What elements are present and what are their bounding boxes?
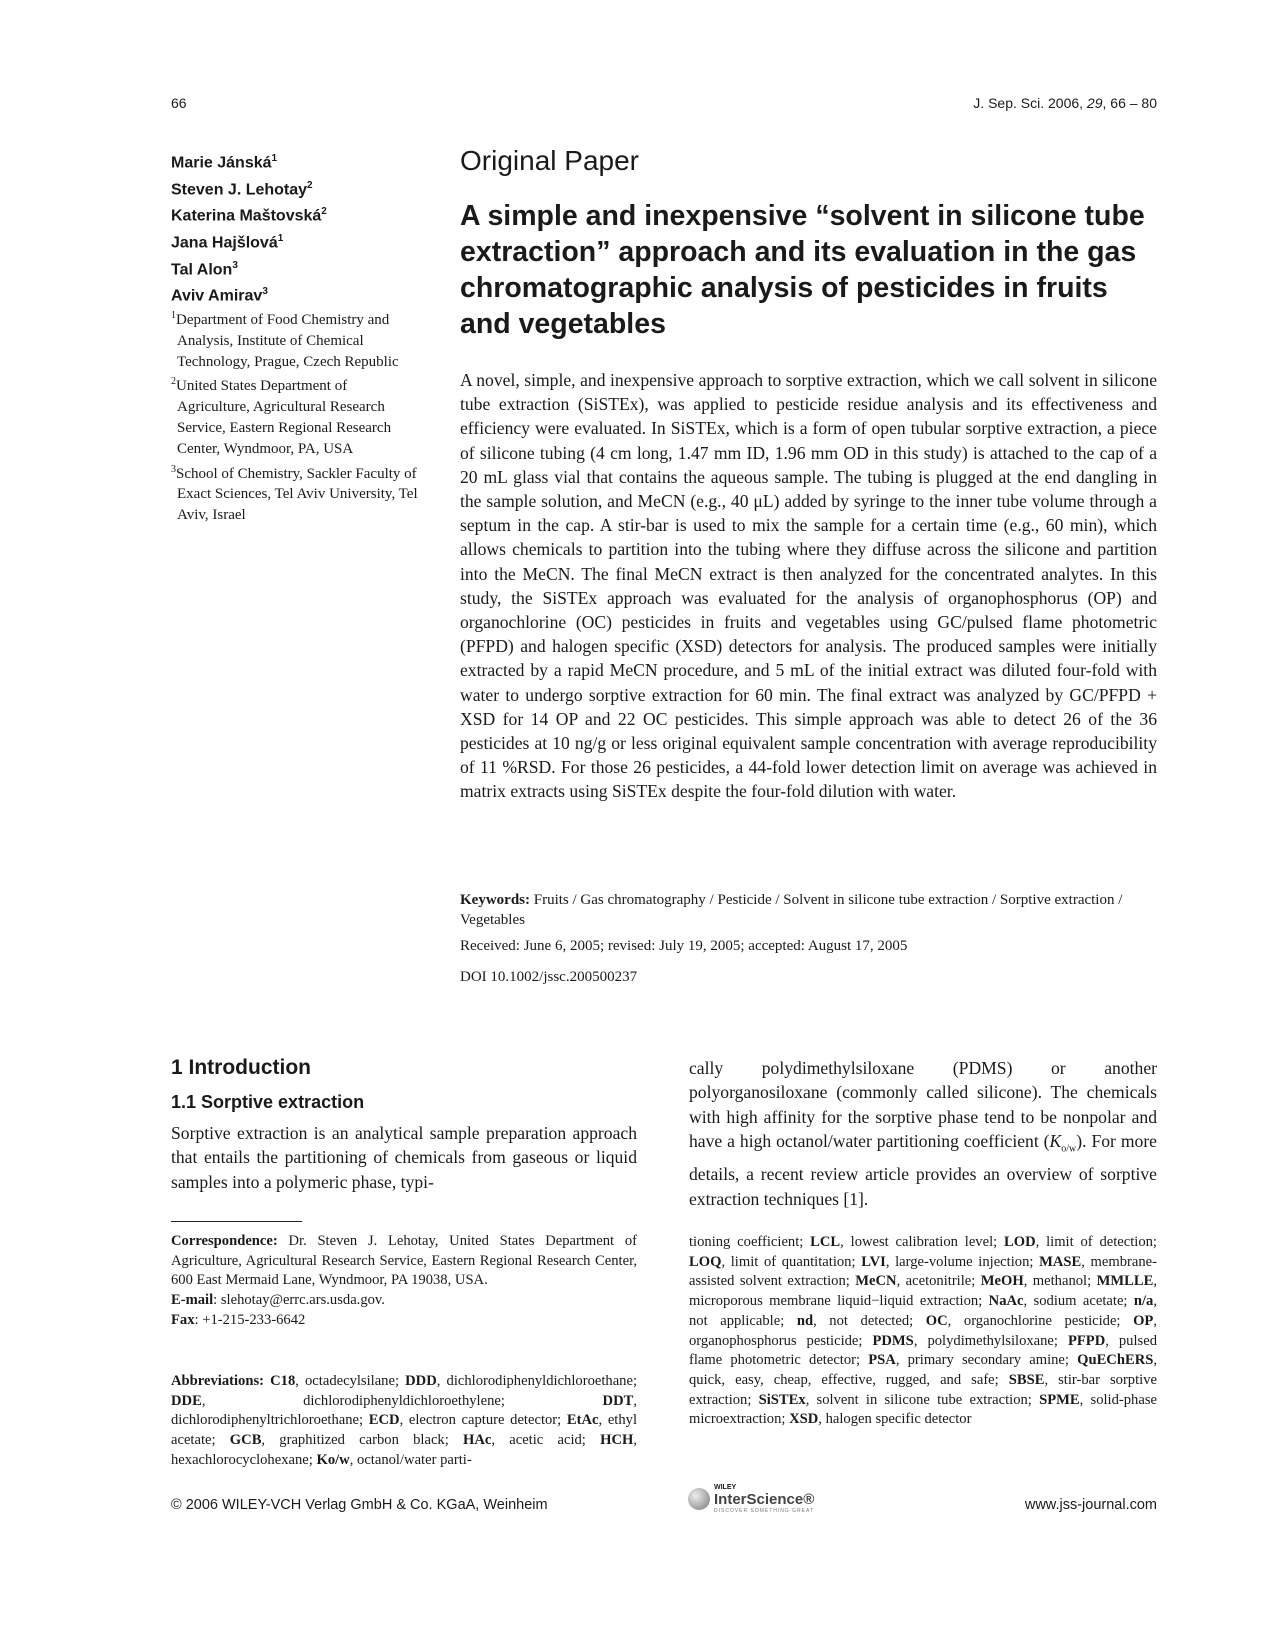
- affiliations: [171, 306, 421, 526]
- abbr-term: LVI: [861, 1253, 886, 1270]
- subsection-heading: 1.1 Sorptive extraction: [171, 1092, 365, 1112]
- abstract: A novel, simple, and inexpensive approach to sorptive extraction, which we call solvent in silicone tube extraction (SiSTEx), was applied to pesticide residue analysis and its effectiveness and efficiency were evaluated. In SiSTEx, which is a form of open tubular sorptive extraction, a piece of silicone tubing (4 cm long, 1.47 mm ID, 1.96 mm OD in this study) is attached to the cap of a 20 mL glass vial that contains the aqueous sample. The tubing is plugged at the end dangling in the sample solution, and MeCN (e.g., 40 μL) added by syringe to the inner tube volume through a septum in the cap. A stir-bar is used to mix the sample for a certain time (e.g., 60 min), which allows chemicals to partition into the tubing where they diffuse across the silicone and partition into the MeCN. The final MeCN extract is then analyzed for the concentrated analytes. In this study, the SiSTEx approach was evaluated for the analysis of organophosphorus (OP) and organochlorine (OC) pesticides in fruits and vegetables using GC/pulsed flame photometric (PFPD) and halogen specific (XSD) detectors for analysis. The produced samples were initially extracted by a rapid MeCN procedure, and 5 mL of the initial extract was diluted four-fold with water to undergo sorptive extraction for 60 min. The final extract was analyzed by GC/PFPD + XSD for 14 OP and 22 OC pesticides. This simple approach was able to detect 26 of the 36 pesticides at 10 ng/g or less original equivalent sample concentration with average reproducibility of 11 %RSD. For those 26 pesticides, a 44-fold lower detection limit on average was achieved in matrix extracts using SiSTEx despite the four-fold dilution with water.: [460, 370, 1157, 802]
- abbr-def: , primary secondary amine;: [895, 1352, 1078, 1369]
- k-subscript: o/w: [1061, 1143, 1077, 1155]
- abbr-def: , ethyl acetate;: [171, 1412, 637, 1449]
- abbr-def: , dichlorodiphenyldichloroethane;: [436, 1373, 638, 1389]
- affil-text: School of Chemistry, Sackler Faculty of Exact Sciences, Tel Aviv University, Tel Aviv, Israel: [176, 465, 418, 524]
- journal-url[interactable]: www.jss-journal.com: [1024, 1497, 1157, 1513]
- fax-label: Fax: [171, 1311, 195, 1328]
- abbr-term: LOQ: [689, 1253, 722, 1270]
- keywords: [460, 890, 1157, 930]
- abbr-term: MeOH: [980, 1273, 1024, 1290]
- abbr-def: , acetic acid;: [491, 1432, 601, 1449]
- page-number: 66: [171, 95, 187, 111]
- abbr-def: , dichlorodiphenyltrichloroethane;: [171, 1392, 637, 1429]
- abbr-term: XSD: [789, 1411, 819, 1428]
- author: [171, 148, 327, 175]
- abbr-term: MMLLE: [1096, 1273, 1154, 1290]
- abbr-term: Ko/w: [316, 1451, 350, 1468]
- abbr-def: , octanol/water parti-: [349, 1451, 472, 1468]
- abbr-term: SBSE: [1008, 1371, 1045, 1388]
- abbr-term: EtAc: [566, 1412, 599, 1429]
- author-name: Tal Alon: [171, 260, 233, 278]
- abbr-term: OP: [1133, 1312, 1154, 1329]
- abbr-term: MASE: [1039, 1253, 1082, 1270]
- abbr-def: , electron capture detector;: [399, 1412, 567, 1429]
- abbr-def: , microporous membrane liquid−liquid extraction;: [689, 1273, 1157, 1310]
- abbr-term: PFPD: [1067, 1332, 1106, 1349]
- abbr-def: , methanol;: [1023, 1273, 1097, 1290]
- abbr-def: , graphitized carbon black;: [261, 1432, 463, 1449]
- abbr-def: , organochlorine pesticide;: [947, 1312, 1134, 1329]
- author-affil-mark: 1: [271, 153, 278, 164]
- abbr-term: HCH: [600, 1432, 634, 1449]
- abbr-def: , sodium acetate;: [1023, 1293, 1134, 1310]
- keywords-label: Keywords:: [460, 892, 530, 908]
- abbr-def: , pulsed flame photometric detector;: [689, 1332, 1157, 1369]
- intro-text-right: [689, 1056, 1157, 1211]
- intro-text-left: Sorptive extraction is an analytical sample preparation approach that entails the partitioning of chemicals from gaseous or liquid samples into a polymeric phase, typi-: [171, 1123, 637, 1192]
- affil-mark: 2: [171, 376, 176, 388]
- copyright: © 2006 WILEY-VCH Verlag GmbH & Co. KGaA, Weinheim: [171, 1497, 548, 1513]
- intro-text: ). For more details, a recent review article provides an overview of sorptive extraction techniques [1].: [689, 1131, 1157, 1209]
- abbr-term: PDMS: [872, 1332, 914, 1349]
- author-name: Steven J. Lehotay: [171, 180, 308, 198]
- abbr-label: Abbreviations:: [171, 1373, 264, 1389]
- affiliation: [171, 460, 421, 526]
- abbr-term: MeCN: [855, 1273, 897, 1290]
- abbreviations-left: [171, 1372, 637, 1471]
- abbr-def: , hexachlorocyclohexane;: [171, 1432, 638, 1468]
- journal-citation: [973, 95, 1157, 111]
- abbr-term: nd: [796, 1312, 814, 1329]
- abbr-term: DDT: [602, 1392, 634, 1409]
- author-affil-mark: 3: [262, 286, 268, 298]
- footnote-rule: [171, 1221, 302, 1222]
- email[interactable]: : slehotay@errc.ars.usda.gov.: [213, 1292, 385, 1309]
- keywords-text: Fruits / Gas chromatography / Pesticide / Solvent in silicone tube extraction / Sorptive extraction / Vegetables: [460, 892, 1123, 928]
- abbr-def: , not applicable;: [689, 1293, 1157, 1329]
- abbr-term: SiSTEx: [758, 1391, 806, 1408]
- globe-icon: [688, 1488, 710, 1510]
- affiliation: [171, 306, 421, 372]
- paper-type: Original Paper: [460, 145, 639, 176]
- author-affil-mark: 2: [307, 179, 313, 191]
- abbr-continued: tioning coefficient;: [689, 1234, 811, 1250]
- logo-text: InterScience®: [714, 1491, 815, 1508]
- abbr-def: , organophosphorus pesticide;: [689, 1312, 1157, 1349]
- abbr-def: , solid-phase microextraction;: [689, 1391, 1157, 1428]
- abbr-def: , solvent in silicone tube extraction;: [805, 1391, 1040, 1408]
- affil-mark: 1: [171, 310, 176, 321]
- abbr-term: LOD: [1004, 1234, 1036, 1250]
- abbr-term: NaAc: [988, 1293, 1024, 1310]
- abbr-def: , not detected;: [813, 1312, 926, 1329]
- affil-text: United States Department of Agriculture, Agricultural Research Service, Eastern Regional Research Center, Wyndmoor, PA, USA: [176, 378, 392, 457]
- author-list: [171, 148, 327, 308]
- author-name: Katerina Maštovská: [171, 207, 322, 225]
- abbr-term: PSA: [868, 1352, 896, 1369]
- paper-title: A simple and inexpensive “solvent in silicone tube extraction” approach and its evaluation in the gas chromatographic analysis of pesticides in fruits and vegetables: [460, 200, 1145, 340]
- author-name: Aviv Amirav: [171, 287, 263, 305]
- intro-text: cally polydimethylsiloxane (PDMS) or another polyorganosiloxane (commonly called silicone). The chemicals with high affinity for the sorptive phase tend to be nonpolar and have a high octanol/water partitioning coefficient (: [689, 1058, 1157, 1152]
- affil-text: Department of Food Chemistry and Analysis, Institute of Chemical Technology, Prague, Czech Republic: [176, 312, 399, 370]
- abbr-term: n/a: [1133, 1293, 1154, 1310]
- abbr-def: , polydimethylsiloxane;: [913, 1332, 1068, 1349]
- abbr-term: GCB: [229, 1432, 262, 1449]
- author-name: Jana Hajšlová: [171, 234, 278, 252]
- author: [171, 201, 327, 228]
- received-dates: Received: June 6, 2005; revised: July 19, 2005; accepted: August 17, 2005: [460, 938, 908, 954]
- abbr-def: , octadecylsilane;: [295, 1373, 406, 1389]
- abbr-term: SPME: [1039, 1391, 1080, 1408]
- affil-mark: 3: [171, 463, 176, 475]
- abbreviations-right: [689, 1233, 1157, 1430]
- author: [171, 255, 327, 282]
- author: [171, 228, 327, 255]
- k-symbol: K: [1049, 1131, 1062, 1152]
- corr-label: Correspondence:: [171, 1233, 278, 1249]
- abbr-term: C18: [270, 1373, 296, 1389]
- correspondence: [171, 1232, 637, 1331]
- abbr-def: , limit of quantitation;: [721, 1253, 862, 1270]
- abbr-term: DDD: [405, 1373, 437, 1389]
- abbr-term: QuEChERS: [1077, 1352, 1154, 1369]
- journal-name: J. Sep. Sci. 2006,: [973, 95, 1087, 111]
- author-affil-mark: 3: [232, 259, 238, 271]
- pages: , 66 – 80: [1102, 95, 1157, 111]
- abbr-def: , large-volume injection;: [885, 1253, 1040, 1270]
- doi: DOI 10.1002/jssc.200500237: [460, 969, 638, 985]
- abbr-def: , membrane-assisted solvent extraction;: [689, 1253, 1157, 1290]
- abbr-def: , stir-bar sorptive extraction;: [689, 1371, 1157, 1408]
- abbr-def: , acetonitrile;: [896, 1273, 981, 1290]
- author-name: Marie Jánská: [171, 154, 272, 172]
- author: [171, 281, 327, 308]
- author: [171, 175, 327, 202]
- volume: 29: [1086, 95, 1103, 111]
- abbr-def: , halogen specific detector: [818, 1411, 972, 1428]
- abbr-term: HAc: [463, 1432, 492, 1449]
- logo-tagline: DISCOVER SOMETHING GREAT: [714, 1508, 815, 1514]
- email-label: E-mail: [171, 1292, 214, 1309]
- abbr-term: ECD: [368, 1412, 400, 1429]
- abbr-term: DDE: [171, 1392, 202, 1409]
- affiliation: [171, 372, 421, 459]
- logo-small: WILEY: [714, 1484, 737, 1491]
- author-affil-mark: 1: [277, 232, 284, 244]
- author-affil-mark: 2: [321, 206, 327, 218]
- abbr-term: LCL: [810, 1234, 841, 1250]
- abbr-def: , lowest calibration level;: [840, 1234, 1004, 1250]
- abbr-def: , limit of detection;: [1035, 1234, 1157, 1250]
- abbr-def: , dichlorodiphenyldichloroethylene;: [201, 1392, 603, 1409]
- section-heading: 1 Introduction: [171, 1056, 311, 1079]
- abbr-def: , quick, easy, cheap, effective, rugged, and safe;: [689, 1352, 1158, 1388]
- corr-text: Dr. Steven J. Lehotay, United States Department of Agriculture, Agricultural Research Service, Eastern Regional Research Center, 600 East Mermaid Lane, Wyndmoor, PA 19038, USA.: [171, 1233, 637, 1289]
- abbr-term: OC: [925, 1312, 948, 1329]
- interscience-logo: [688, 1484, 814, 1514]
- fax: : +1-215-233-6642: [194, 1311, 306, 1328]
